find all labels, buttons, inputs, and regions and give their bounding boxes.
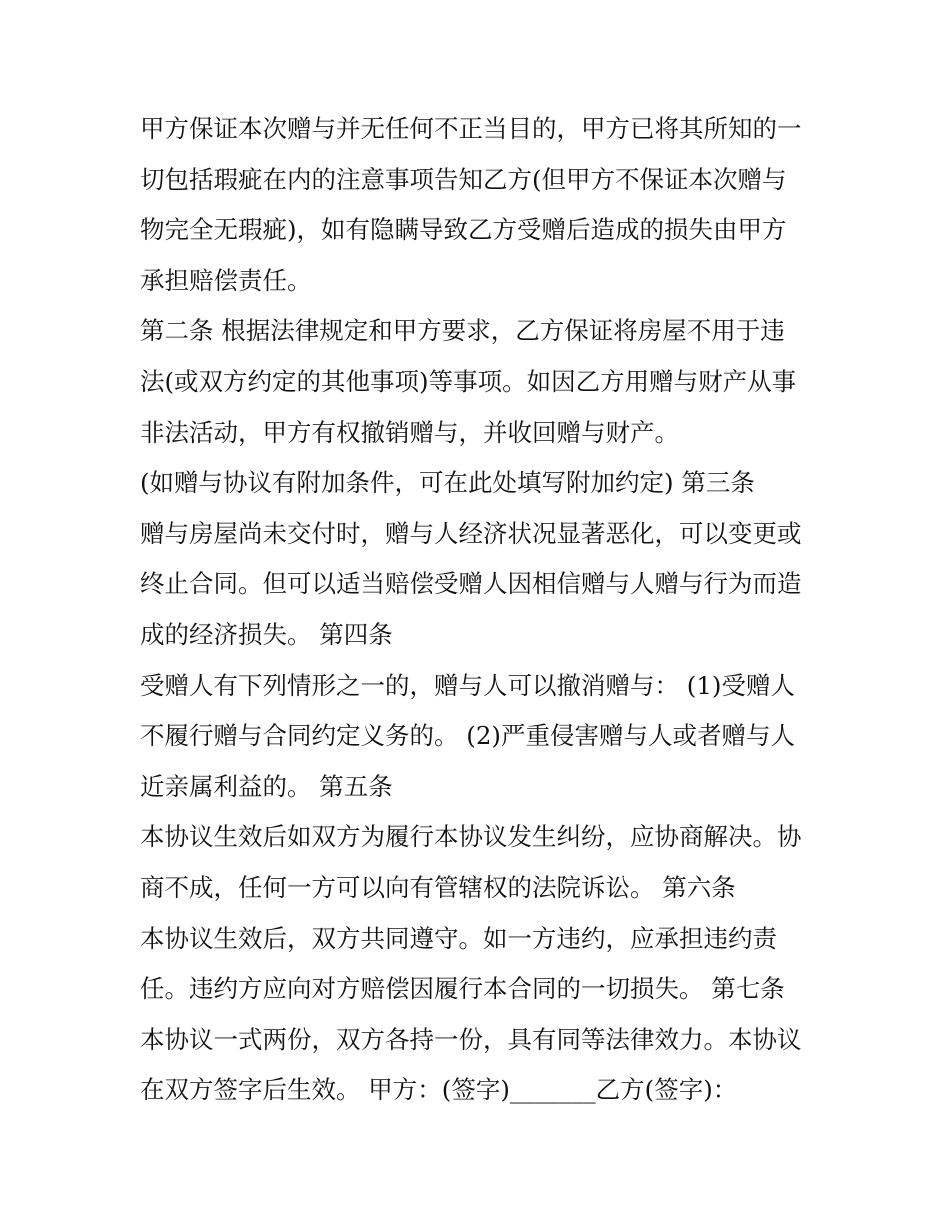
text-line: 法(或双方约定的其他事项)等事项。如因乙方用赠与财产从事 xyxy=(140,366,797,396)
text-line: 成的经济损失。 第四条 xyxy=(140,619,393,649)
text-line: 赠与房屋尚未交付时，赠与人经济状况显著恶化，可以变更或 xyxy=(140,518,802,548)
text-line: (如赠与协议有附加条件，可在此处填写附加约定) 第三条 xyxy=(140,468,755,498)
text-line: 任。违约方应向对方赔偿因履行本合同的一切损失。 第七条 xyxy=(140,974,785,1004)
text-line: 不履行赠与合同约定义务的。 (2)严重侵害赠与人或者赠与人 xyxy=(140,721,795,751)
signature-line: 在双方签字后生效。 甲方：(签字)_______乙方(签字)： xyxy=(140,1075,738,1105)
text-line: 本协议生效后，双方共同遵守。如一方违约，应承担违约责 xyxy=(140,923,777,953)
text-line: 第二条 根据法律规定和甲方要求，乙方保证将房屋不用于违 xyxy=(140,316,785,346)
text-line: 受赠人有下列情形之一的，赠与人可以撤消赠与： (1)受赠人 xyxy=(140,670,795,700)
text-line: 本协议生效后如双方为履行本协议发生纠纷，应协商解决。协 xyxy=(140,822,802,852)
text-line: 近亲属利益的。 第五条 xyxy=(140,771,393,801)
text-line: 终止合同。但可以适当赔偿受赠人因相信赠与人赠与行为而造 xyxy=(140,569,802,599)
text-line: 物完全无瑕疵)，如有隐瞒导致乙方受赠后造成的损失由甲方 xyxy=(140,215,787,245)
text-line: 甲方保证本次赠与并无任何不正当目的，甲方已将其所知的一 xyxy=(140,114,802,143)
text-line: 切包括瑕疵在内的注意事项告知乙方(但甲方不保证本次赠与 xyxy=(140,164,787,194)
text-line: 本协议一式两份，双方各持一份，具有同等法律效力。本协议 xyxy=(140,1024,802,1054)
text-line: 承担赔偿责任。 xyxy=(140,265,312,295)
text-line: 非法活动，甲方有权撤销赠与，并收回赠与财产。 xyxy=(140,417,679,447)
document-body xyxy=(140,104,820,1116)
text-line: 商不成，任何一方可以向有管辖权的法院诉讼。 第六条 xyxy=(140,872,736,902)
